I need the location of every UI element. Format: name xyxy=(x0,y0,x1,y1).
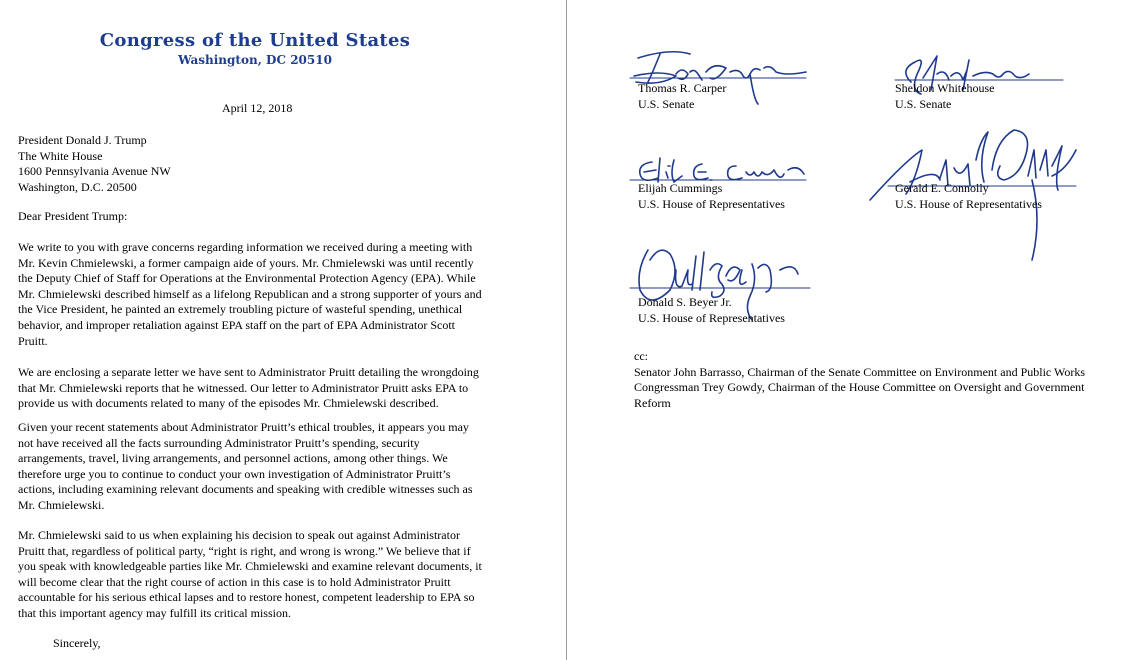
paragraph-line: Mr. Chmielewski. xyxy=(18,497,105,512)
signatory-name: Donald S. Beyer Jr. xyxy=(638,295,732,309)
page-divider xyxy=(566,0,567,660)
cc-line: Reform xyxy=(634,395,671,410)
paragraph-line: Mr. Kevin Chmielewski, a former campaign aide of yours. Mr. Chmielewski was until recently xyxy=(18,255,474,270)
paragraph-line: arrangements, travel, living arrangements, and personnel actions, among other things. We xyxy=(18,451,448,466)
paragraph-4 xyxy=(18,528,548,622)
paragraph-line: the Deputy Chief of Staff for Operations at the Environmental Protection Agency (EPA). While xyxy=(18,271,476,286)
signatory-title: U.S. Senate xyxy=(895,96,952,111)
letter-page-2 xyxy=(568,0,1130,660)
signatory-name: Thomas R. Carper xyxy=(638,81,727,95)
closing: Sincerely, xyxy=(53,636,101,650)
signatory-beyer xyxy=(638,295,785,326)
letter-date: April 12, 2018 xyxy=(222,101,293,115)
signatory-title: U.S. House of Representatives xyxy=(895,196,1042,211)
signatory-name: Sheldon Whitehouse xyxy=(895,81,995,95)
signatory-title: U.S. House of Representatives xyxy=(638,310,785,325)
signatory-carper xyxy=(638,81,726,112)
paragraph-line: will become clear that the right course of action in this case is to hold Administrator Pruitt xyxy=(18,574,451,589)
signatory-title: U.S. Senate xyxy=(638,96,695,111)
paragraph-line: you speak with knowledgeable parties like Mr. Chmielewski and examine relevant documents, it xyxy=(18,559,482,574)
signatory-whitehouse xyxy=(895,81,994,112)
paragraph-2 xyxy=(18,365,548,412)
address-line: 1600 Pennsylvania Avenue NW xyxy=(18,164,171,178)
signatory-title: U.S. House of Representatives xyxy=(638,196,785,211)
address-line: President Donald J. Trump xyxy=(18,133,147,147)
paragraph-line: We are enclosing a separate letter we have sent to Administrator Pruitt detailing the wrongdoing xyxy=(18,365,479,379)
paragraph-line: actions, including examining relevant documents and speaking with credible witnesses such as xyxy=(18,482,473,497)
paragraph-3 xyxy=(18,420,548,514)
paragraph-line: Mr. Chmielewski said to us when explaining his decision to speak out against Administrator xyxy=(18,528,460,542)
paragraph-line: We write to you with grave concerns regarding information we received during a meeting with xyxy=(18,240,473,254)
letterhead-title: Congress of the United States xyxy=(99,30,411,51)
address-line: Washington, D.C. 20500 xyxy=(18,179,137,194)
recipient-address xyxy=(18,133,171,195)
paragraph-line: Pruitt that, regardless of political party, “right is right, and wrong is wrong.” We believe that if xyxy=(18,543,471,558)
paragraph-line: the Vice President, he painted an extremely troubling picture of wasteful spending, unethical xyxy=(18,302,463,317)
paragraph-line: that this important agency may fulfill its critical mission. xyxy=(18,605,291,620)
paragraph-1 xyxy=(18,240,548,349)
paragraph-line: not have received all the facts surrounding Administrator Pruitt’s spending, security xyxy=(18,435,420,450)
paragraph-line: Mr. Chmielewski described himself as a lifelong Republican and a strong supporter of yours and xyxy=(18,286,482,301)
cc-line: Congressman Trey Gowdy, Chairman of the House Committee on Oversight and Government xyxy=(634,380,1085,394)
signatory-cummings xyxy=(638,181,785,212)
letterhead-address: Washington, DC 20510 xyxy=(178,53,332,67)
signatory-connolly xyxy=(895,181,1042,212)
signatory-name: Elijah Cummings xyxy=(638,181,723,195)
cc-label: cc: xyxy=(634,349,648,363)
paragraph-line: therefore urge you to continue to conduct your own investigation of Administrator Pruitt’s xyxy=(18,466,451,481)
paragraph-line: behavior, and improper retaliation against EPA staff on the part of EPA Administrator Scott xyxy=(18,317,456,332)
paragraph-line: Given your recent statements about Administrator Pruitt’s ethical troubles, it appears you may xyxy=(18,420,469,434)
paragraph-line: provide us with documents related to many of the episodes Mr. Chmielewski described. xyxy=(18,396,439,411)
address-line: The White House xyxy=(18,148,103,163)
cc-list xyxy=(634,349,1085,411)
paragraph-line: Pruitt. xyxy=(18,333,48,348)
salutation: Dear President Trump: xyxy=(18,209,128,223)
paragraph-line: that Mr. Chmielewski reports that he witnessed. Our letter to Administrator Pruitt asks EPA to xyxy=(18,380,469,395)
signatory-name: Gerald E. Connolly xyxy=(895,181,989,195)
cc-line: Senator John Barrasso, Chairman of the Senate Committee on Environment and Public Works xyxy=(634,364,1086,379)
paragraph-line: accountable for his serious ethical lapses and to restore honest, competent leadership to EPA so xyxy=(18,590,475,605)
